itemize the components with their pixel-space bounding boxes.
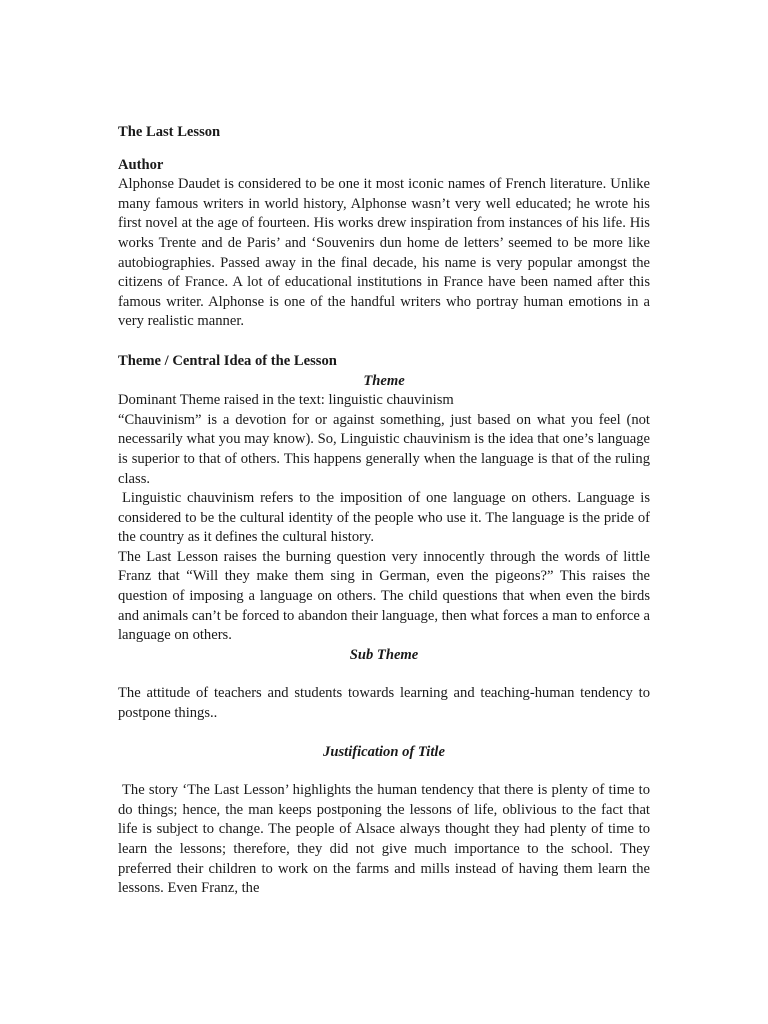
author-heading: Author (118, 156, 164, 173)
theme-paragraph-3: The Last Lesson raises the burning question very innocently through the words of little Franz that “Will they make them sing in German, even the pigeons?” This raises the question of imposing a language on others. The child questions that when even the birds and animals can’t be forced to abandon their language, then what forces a man to enforce a language on others. (118, 548, 650, 644)
theme-dominant-line: Dominant Theme raised in the text: linguistic chauvinism (118, 392, 454, 409)
theme-subheading: Theme (363, 372, 405, 389)
sub-theme-heading: Sub Theme (349, 646, 419, 663)
spacer (118, 332, 650, 352)
theme-paragraph-2: Linguistic chauvinism refers to the imposition of one language on others. Language is considered to be the cultural identity of the people who use it. The language is the pride of the country as it defines the cultural history. (118, 490, 650, 546)
sub-theme-paragraph: The attitude of teachers and students towards learning and teaching-human tendency to postpone things.. (118, 685, 650, 722)
author-paragraph: Alphonse Daudet is considered to be one it most iconic names of French literature. Unlike many famous writers in world history, Alphonse wasn’t very well educated; he wrote his first novel at the age of fourteen. His works drew inspiration from instances of his life. His works Trente and de Paris’ and ‘Souvenirs dun home de letters’ seemed to be more like autobiographies. Passed away in the final decade, his name is very popular amongst the citizens of France. A lot of educational institutions in France have been named after this famous writer. Alphonse is one of the handful writers who portray human emotions in a very realistic manner. (118, 176, 650, 330)
justification-paragraph: The story ‘The Last Lesson’ highlights the human tendency that there is plenty of time to do things; hence, the man keeps postponing the lessons of life, oblivious to the fact that life is subject to change. The people of Alsace always thought they had plenty of time to learn the lessons; therefore, they did not give much importance to the school. They preferred their children to work on the farms and mills instead of having them learn the lessons. Even Franz, the (118, 782, 650, 897)
justification-heading: Justification of Title (323, 743, 445, 760)
spacer (118, 762, 650, 781)
document-title: The Last Lesson (118, 124, 221, 140)
spacer (118, 665, 650, 684)
theme-section-heading: Theme / Central Idea of the Lesson (118, 352, 337, 369)
theme-paragraph-1: “Chauvinism” is a devotion for or against something, just based on what you feel (not necessarily what you may know). So, Linguistic chauvinism is the idea that one’s language is superior to that of others. This happens generally when the language is that of the ruling class. (118, 411, 650, 487)
spacer (118, 724, 650, 743)
